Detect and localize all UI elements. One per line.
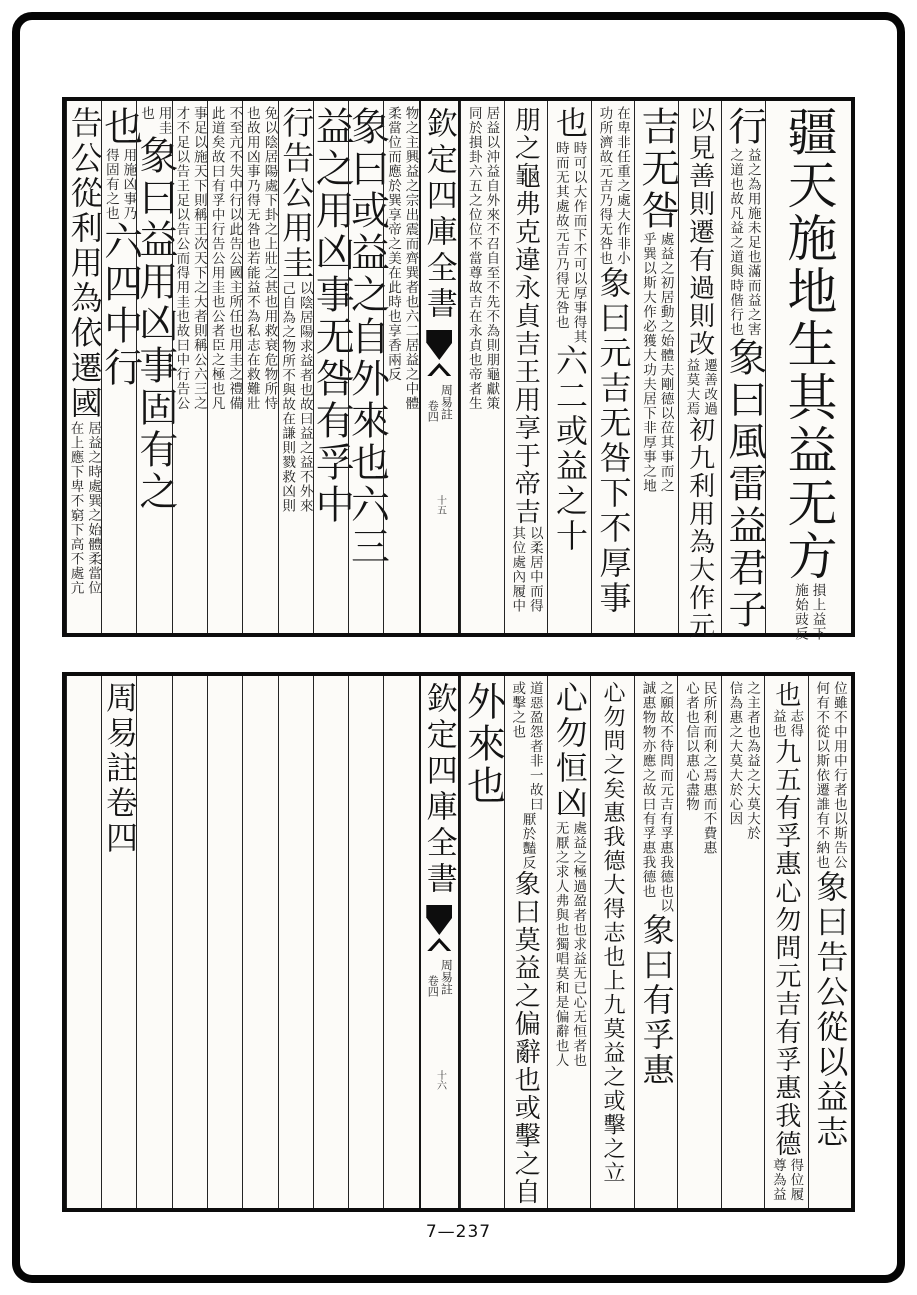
- note-left-half: 柔當位而應於巽享帝之美在此時也享香兩反: [385, 106, 401, 382]
- folio-page-bottom: [62, 672, 855, 1212]
- interlinear-note: [548, 821, 590, 1068]
- text-column: [242, 676, 277, 1208]
- note-right-half: 之願故不待問而元吉有孚惠我德也以: [658, 681, 674, 913]
- interlinear-note: [243, 106, 277, 411]
- interlinear-note: [765, 1158, 807, 1202]
- text-column: [634, 101, 678, 633]
- note-right-half: 處益之極過盈者也求益无已心无恒者也: [571, 821, 587, 1068]
- note-left-half: 在上應下卑不窮下高不處亢: [68, 421, 84, 595]
- fish-tail-icon: [426, 905, 452, 935]
- main-text: 心勿問之矣惠我德大得志也上九莫益之或擊之立: [601, 681, 627, 1185]
- interlinear-note: [722, 148, 765, 337]
- print-page-number: 7—237: [425, 1222, 492, 1242]
- interlinear-note: [461, 106, 504, 411]
- main-text: 六二或益之十: [551, 344, 588, 554]
- text-column: [504, 676, 547, 1208]
- main-text: 益之用凶事无咎有孚中: [310, 106, 354, 526]
- text-column: [383, 101, 418, 633]
- main-text: 象曰元吉无咎下不厚事: [595, 265, 632, 616]
- note-left-half: 何有不從以斯依遷誰有不納也: [814, 681, 830, 870]
- banxin-book-title: 周易註: [439, 384, 454, 420]
- text-column: [278, 676, 313, 1208]
- note-right-half: 用圭: [156, 106, 172, 135]
- note-left-half: 得固有之也: [103, 148, 119, 221]
- note-right-half: 益之為用施未足也滿而益之害: [745, 148, 761, 337]
- main-text: 象曰益用凶事固有之: [133, 135, 177, 513]
- text-column: [721, 101, 765, 633]
- note-right-half: 道惡盈怨者非一故曰: [527, 681, 543, 812]
- note-right-half: 不至亢不失中行以此告公國主所任也用圭之禮備: [227, 106, 243, 411]
- note-left-half: 己自為之物所不與故在謙則戮救凶則: [280, 281, 296, 513]
- main-text: 九五有孚惠心勿問元吉有孚惠我德: [771, 738, 801, 1158]
- interlinear-note: [505, 812, 547, 870]
- note-left-half: 施始豉反: [792, 583, 808, 641]
- main-text: 行告公用圭: [278, 106, 315, 281]
- main-text: 象曰莫益之偏辭也或擊之自: [511, 869, 541, 1206]
- interlinear-note: [102, 148, 136, 221]
- note-right-half: 遷善改過: [702, 358, 718, 416]
- text-column: [590, 676, 633, 1208]
- note-right-half: 居益以沖益自外來不召自至不先不為則朋龜獻策: [484, 106, 500, 411]
- interlinear-note: [279, 281, 313, 513]
- text-column: [133, 101, 177, 633]
- main-text: 也: [771, 681, 801, 709]
- note-right-half: 處益之初居動之始體夫剛德以莅其事而之: [658, 232, 674, 493]
- interlinear-note: [765, 709, 807, 738]
- main-text: 以見善則遷有過則改: [685, 106, 715, 358]
- interlinear-note: [548, 141, 591, 344]
- text-column: [98, 101, 142, 633]
- banxin-book-block: [426, 384, 452, 422]
- banxin: [419, 676, 460, 1208]
- interlinear-note: [809, 681, 851, 870]
- note-right-half: 厭於豔反: [520, 811, 536, 870]
- banxin-folio-number: 十五: [434, 495, 446, 515]
- note-left-half: 功所濟故元吉乃得无咎也: [597, 106, 613, 266]
- banxin-title: 欽定四庫全書: [421, 682, 457, 898]
- note-left-half: 才不足以告王足以告公而得用圭也故曰中行告公: [174, 106, 190, 411]
- fish-tail-chevron-icon: [427, 938, 451, 951]
- text-column: [678, 101, 722, 640]
- note-right-half: 志得: [788, 709, 804, 738]
- main-text: 初九利用為大作元: [685, 416, 715, 640]
- main-text: 象曰風雷益君子: [722, 336, 766, 631]
- note-left-half: 信為惠之大莫大於心因: [727, 681, 743, 826]
- text-column: [765, 101, 851, 641]
- text-column: [547, 101, 591, 633]
- banxin: [419, 101, 460, 633]
- fish-tail-icon: [426, 330, 452, 360]
- note-right-half: 之主者也為益之大莫大於: [744, 681, 760, 841]
- note-left-half: 誠惠物物亦應之故曰有孚惠我德也: [640, 681, 656, 899]
- text-column: [348, 676, 383, 1208]
- note-left-half: 同於損卦六五之位位不當尊故吉在永貞也帝者生: [466, 106, 482, 411]
- note-right-half: 民所利而利之焉惠而不費惠: [701, 681, 717, 855]
- note-right-half: 損上益下: [810, 583, 826, 641]
- note-left-half: 之道也故凡益之道與時偕行也: [728, 148, 744, 337]
- note-right-half: 以柔居中而得: [527, 526, 543, 613]
- interlinear-note: [766, 583, 851, 641]
- note-right-half: 免以陰居陽處下卦之上壯之甚也用救衰危物所恃: [262, 106, 278, 411]
- main-text: 外來也: [461, 681, 505, 807]
- interlinear-note: [635, 232, 678, 493]
- folio-page-top: [62, 97, 855, 641]
- note-left-half: 尊為益: [770, 1158, 786, 1202]
- note-left-half: 或擊之也: [510, 681, 526, 739]
- fish-tail-chevron-icon: [427, 363, 451, 376]
- left-half: [66, 676, 419, 1208]
- main-text: 也: [98, 106, 142, 148]
- text-column: [101, 676, 136, 1208]
- banxin-juan-number: 卷四: [426, 400, 439, 422]
- main-text: 象曰告公從以益志: [812, 869, 849, 1150]
- main-text: 朋之龜弗克違永貞吉王用享于帝吉: [511, 106, 541, 526]
- banxin-juan-number: 卷四: [426, 975, 439, 997]
- note-right-half: 事足以施天下則稱王次天下之大者則稱公六三之: [191, 106, 207, 411]
- interlinear-note: [679, 358, 722, 416]
- main-text: 吉无咎: [635, 106, 679, 232]
- main-text: 象曰或益之自外來也六三: [345, 106, 389, 568]
- note-right-half: 位雖不中用中行者也以斯告公: [831, 681, 847, 870]
- note-left-half: 時而无其處故元吉乃得无咎也: [553, 141, 569, 330]
- interlinear-note: [208, 106, 242, 411]
- right-half: [460, 101, 851, 641]
- text-column: [677, 676, 720, 1208]
- banxin-book-block: [426, 959, 452, 997]
- note-right-half: 在卑非任重之處大作非小: [615, 106, 630, 266]
- text-column: [278, 101, 313, 633]
- text-column: [172, 676, 207, 1208]
- note-left-half: 也故用凶事乃得无咎也若能益不為私志在救難壯: [244, 106, 260, 411]
- text-column: [808, 676, 851, 1208]
- main-text: 行: [722, 106, 766, 148]
- text-column: [313, 676, 348, 1208]
- interlinear-note: [635, 681, 677, 913]
- text-column: [591, 101, 635, 633]
- note-left-half: 乎巽以斯大作必獲大功夫居下非厚事之地: [640, 232, 656, 493]
- note-right-half: 用施凶事乃: [121, 148, 137, 221]
- banxin-book-title: 周易註: [439, 959, 454, 995]
- text-column: [136, 676, 171, 1208]
- note-left-half: 也: [139, 106, 155, 121]
- text-column: [721, 676, 764, 1208]
- text-column: [345, 101, 389, 633]
- main-text: 周易註卷四: [101, 681, 138, 856]
- note-right-half: 時可以大作而下不可以厚事得其: [571, 141, 587, 344]
- interlinear-note: [173, 106, 207, 411]
- main-text: 疆天施地生其益无方: [780, 106, 837, 583]
- text-column: [310, 101, 354, 633]
- text-column: [547, 676, 590, 1208]
- interlinear-note: [384, 106, 418, 411]
- text-column: [634, 676, 677, 1208]
- text-column: [460, 676, 503, 1208]
- note-left-half: 无厭之求人弗與也獨唱莫和是偏辭也人: [553, 821, 569, 1068]
- main-text: 心勿恒凶: [551, 681, 588, 821]
- interlinear-note: [722, 681, 764, 841]
- note-left-half: 其位處內履中: [510, 526, 526, 613]
- text-column: [460, 101, 504, 633]
- text-column: [172, 101, 207, 633]
- left-half: [66, 101, 419, 633]
- note-left-half: 益莫大焉: [684, 358, 700, 416]
- note-right-half: 以陰居陽求益者也故曰益之益不外來: [297, 281, 313, 513]
- interlinear-note: [678, 681, 720, 855]
- main-text: 告公從利用為依遷國: [66, 106, 103, 421]
- interlinear-note: [137, 106, 171, 135]
- note-right-half: 物之主興益之宗出震而齊巽者也六二居益之中體: [403, 106, 419, 411]
- text-column: [207, 101, 242, 633]
- text-column: [383, 676, 418, 1208]
- note-left-half: 此道矣故曰有孚中行告公用圭也公者臣之極也凡: [209, 106, 225, 411]
- interlinear-note: [67, 421, 101, 595]
- note-right-half: 得位履: [788, 1158, 804, 1202]
- text-column: [504, 101, 548, 633]
- main-text: 六四中行: [98, 220, 142, 389]
- text-column: [66, 101, 101, 633]
- text-column: [764, 676, 807, 1208]
- note-left-half: 心者也信以惠心盡物: [683, 681, 699, 812]
- text-column: [207, 676, 242, 1208]
- main-text: 也: [551, 106, 588, 141]
- banxin-folio-number: 十六: [434, 1070, 446, 1090]
- note-left-half: 益也: [770, 709, 786, 738]
- interlinear-note: [592, 106, 635, 266]
- text-column: [66, 676, 101, 1208]
- text-column: [242, 101, 277, 633]
- note-right-half: 居益之時處巽之始體柔當位: [86, 421, 102, 595]
- interlinear-note: [505, 681, 547, 812]
- right-half: [460, 676, 851, 1208]
- interlinear-note: [505, 526, 548, 613]
- main-text: 象曰有孚惠: [638, 913, 675, 1088]
- banxin-title: 欽定四庫全書: [421, 107, 457, 323]
